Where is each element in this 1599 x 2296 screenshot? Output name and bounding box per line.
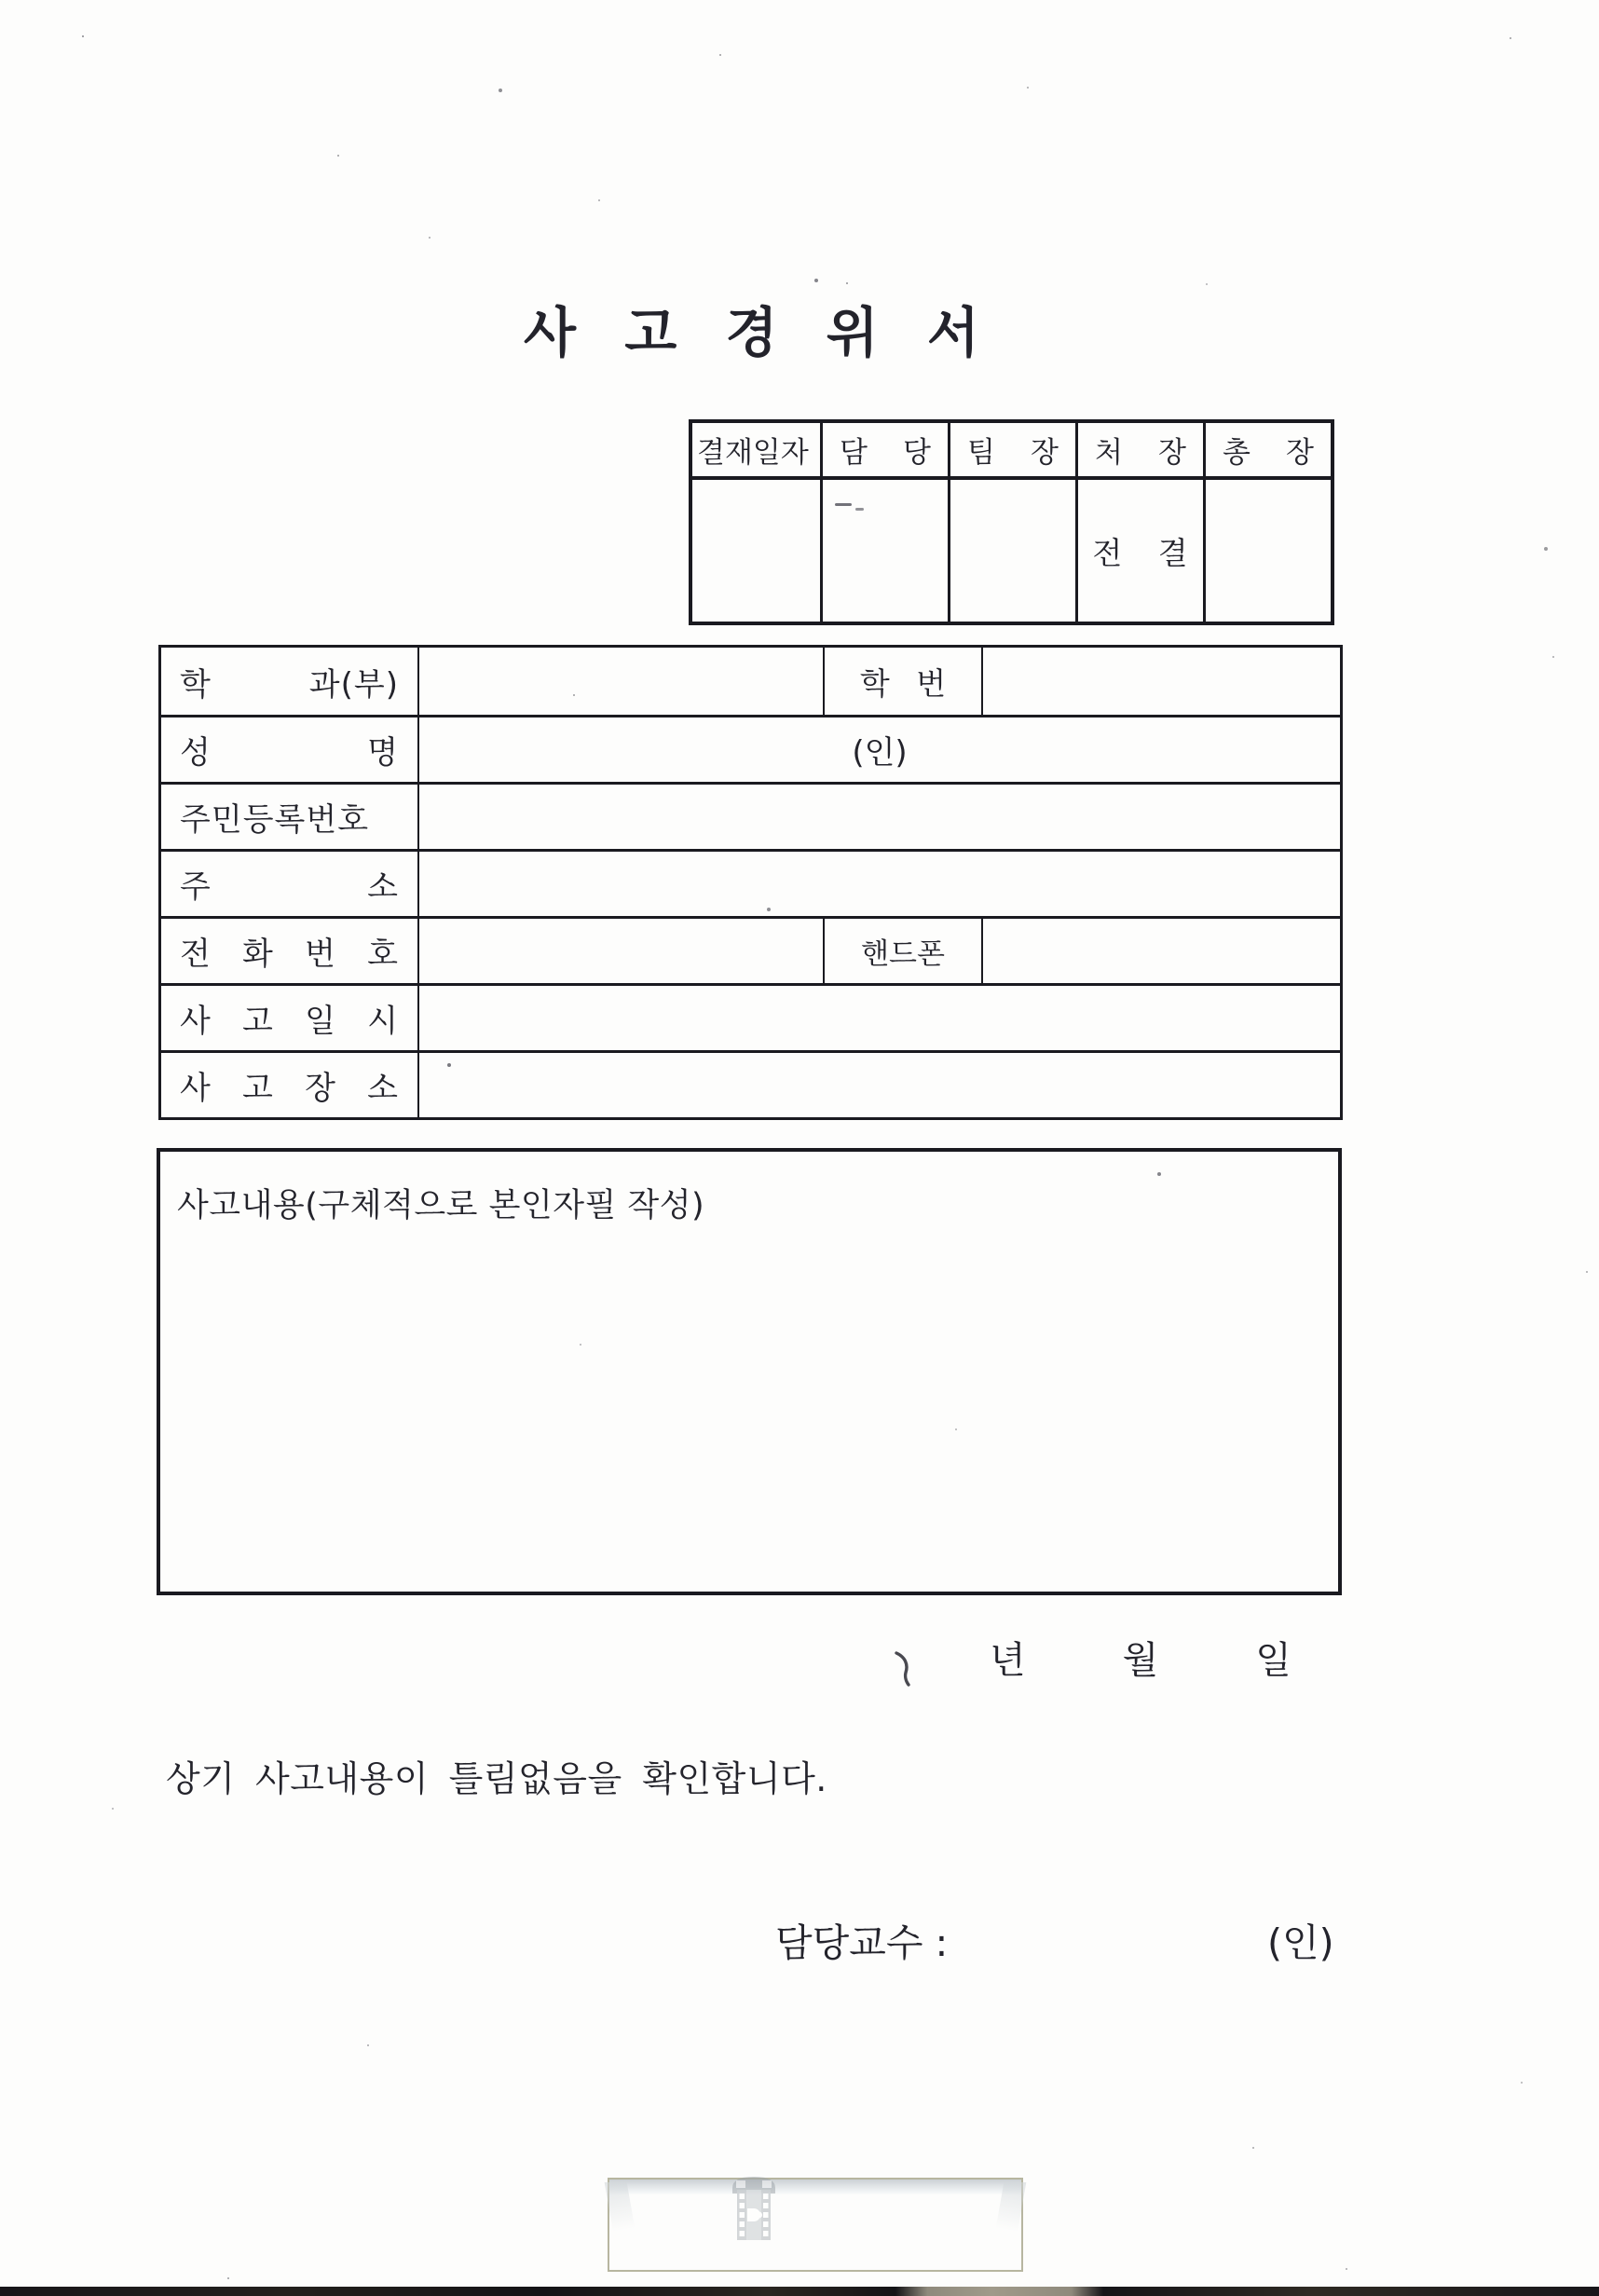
approval-cell-approval-date — [692, 476, 820, 622]
month-label: 월 — [1122, 1639, 1159, 1682]
field-accident-datetime — [417, 983, 1340, 1050]
approval-cell-president — [1203, 476, 1331, 622]
approval-cell-staff — [820, 476, 948, 622]
film-strip-icon — [723, 2175, 785, 2242]
photo-top-shading — [609, 2180, 1021, 2194]
label-accident-datetime: 사 고 일 시 — [161, 983, 417, 1050]
accident-details-write-area — [160, 1236, 1338, 1592]
accident-details-box — [157, 1148, 1342, 1595]
scan-noise-specks — [0, 0, 2, 2]
date-line — [990, 1631, 1292, 1684]
accident-details-label: 사고내용(구체적으로 본인자필 작성) — [177, 1187, 705, 1224]
delegation-text: 전 결 — [1092, 534, 1189, 571]
approval-header-approval-date: 결재일자 — [697, 436, 809, 470]
label-name: 성 명 — [161, 715, 417, 782]
scan-dash-artifact — [835, 503, 852, 506]
field-name-seal: (인) — [417, 715, 1340, 782]
approval-header-president: 총 장 — [1203, 423, 1331, 476]
confirmation-text: 상기 사고내용이 틀림없음을 확인합니다. — [166, 1758, 827, 1799]
approval-cell-director — [1075, 476, 1203, 622]
approval-cell-team-leader — [948, 476, 1075, 622]
approval-header-staff: 담 당 — [820, 423, 948, 476]
field-accident-place — [417, 1050, 1340, 1117]
approval-table — [689, 419, 1334, 625]
photo-scan-artifact — [608, 2178, 1023, 2272]
label-phone: 전 화 번 호 — [161, 916, 417, 983]
approval-header-team-leader: 팀 장 — [948, 423, 1075, 476]
approval-header-director: 처 장 — [1075, 423, 1203, 476]
professor-label: 담당교수 : — [775, 1920, 949, 1965]
label-accident-place: 사 고 장 소 — [161, 1050, 417, 1117]
field-phone — [417, 916, 823, 983]
scan-edge-band — [0, 2287, 1599, 2296]
label-resident-number: 주민등록번호 — [161, 782, 417, 849]
field-mobile — [981, 916, 1340, 983]
year-label: 년 — [990, 1639, 1026, 1682]
day-label: 일 — [1255, 1639, 1292, 1682]
page-title: 사 고 경 위 서 — [524, 301, 983, 364]
label-student-id: 학 번 — [823, 648, 981, 715]
pen-mark-artifact — [893, 1647, 915, 1690]
professor-seal-label: (인) — [1267, 1920, 1334, 1965]
label-department: 학 과(부) — [180, 665, 399, 704]
info-table — [158, 645, 1343, 1120]
field-resident-number — [417, 782, 1340, 849]
label-mobile: 핸드폰 — [823, 916, 981, 983]
label-address: 주 소 — [161, 849, 417, 916]
field-address — [417, 849, 1340, 916]
field-student-id — [981, 648, 1340, 715]
field-department — [417, 648, 823, 715]
